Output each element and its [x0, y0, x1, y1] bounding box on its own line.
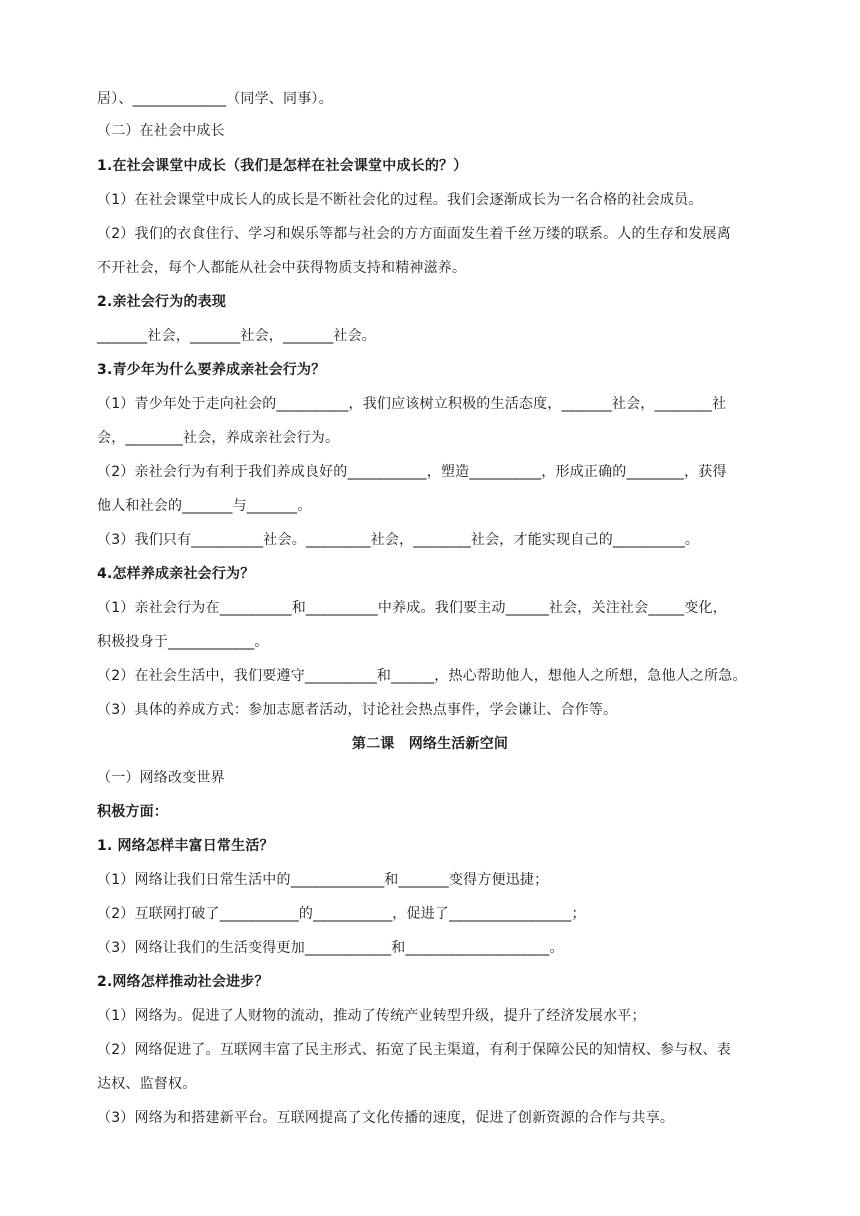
- fill-in-line: （2）互联网打破了___________的___________，促进了_________________；: [97, 906, 586, 922]
- fill-in-line: 会，________社会，养成亲社会行为。: [97, 430, 340, 446]
- fill-in-line: （1）亲社会行为在__________和__________中养成。我们要主动______社会，关注社会_____变化，: [97, 600, 727, 616]
- fill-in-line: （1）网络让我们日常生活中的_____________和_______变得方便迅捷；: [97, 872, 549, 888]
- text-line: （2）网络促进了。互联网丰富了民主形式、拓宽了民主渠道，有利于保障公民的知情权、参与权、表: [97, 1042, 731, 1058]
- text-line: （1）在社会课堂中成长人的成长是不断社会化的过程。我们会逐渐成长为一名合格的社会成员。: [97, 192, 703, 208]
- lesson-title: 第二课 网络生活新空间: [351, 736, 509, 752]
- question-heading: 1. 网络怎样丰富日常生活？: [97, 838, 274, 854]
- fill-in-line: （2）在社会生活中，我们要遵守__________和______，热心帮助他人，想他人之所想，急他人之所急。: [97, 668, 747, 684]
- section-heading: （一）网络改变世界: [97, 770, 225, 786]
- fill-in-line: （3）我们只有__________社会。_________社会，________社会，才能实现自己的__________。: [97, 532, 700, 548]
- fill-in-line: _______社会，_______社会，_______社会。: [97, 328, 376, 344]
- text-line: 达权、监督权。: [97, 1076, 197, 1092]
- question-heading: 2.亲社会行为的表现: [97, 294, 227, 310]
- text-line: （3）具体的养成方式：参加志愿者活动，讨论社会热点事件，学会谦让、合作等。: [97, 702, 618, 718]
- fill-in-line: （2）亲社会行为有利于我们养成良好的___________，塑造__________，形成正确的________，获得: [97, 464, 727, 480]
- subheading: 积极方面：: [97, 804, 168, 820]
- fill-in-line: （1）青少年处于走向社会的__________，我们应该树立积极的生活态度，_______社会，________社: [97, 396, 727, 412]
- section-heading: （二）在社会中成长: [97, 123, 225, 139]
- fill-in-line: （3）网络让我们的生活变得更加____________和____________________。: [97, 940, 564, 956]
- text-line: 居）、_____________（同学、同事）。: [97, 91, 333, 107]
- question-heading: 1.在社会课堂中成长（我们是怎样在社会课堂中成长的？）: [97, 158, 468, 174]
- fill-in-line: 他人和社会的_______与_______。: [97, 498, 312, 514]
- question-heading: 2.网络怎样推动社会进步？: [97, 974, 269, 990]
- question-heading: 3.青少年为什么要养成亲社会行为？: [97, 362, 326, 378]
- question-heading: 4.怎样养成亲社会行为？: [97, 566, 255, 582]
- text-line: 不开社会，每个人都能从社会中获得物质支持和精神滋养。: [97, 260, 467, 276]
- text-line: （3）网络为和搭建新平台。互联网提高了文化传播的速度，促进了创新资源的合作与共享。: [97, 1110, 675, 1126]
- text-line: （1）网络为。促进了人财物的流动，推动了传统产业转型升级，提升了经济发展水平；: [97, 1008, 646, 1024]
- fill-in-line: 积极投身于____________。: [97, 634, 269, 650]
- text-line: （2）我们的衣食住行、学习和娱乐等都与社会的方方面面发生着千丝万缕的联系。人的生存和发展离: [97, 226, 731, 242]
